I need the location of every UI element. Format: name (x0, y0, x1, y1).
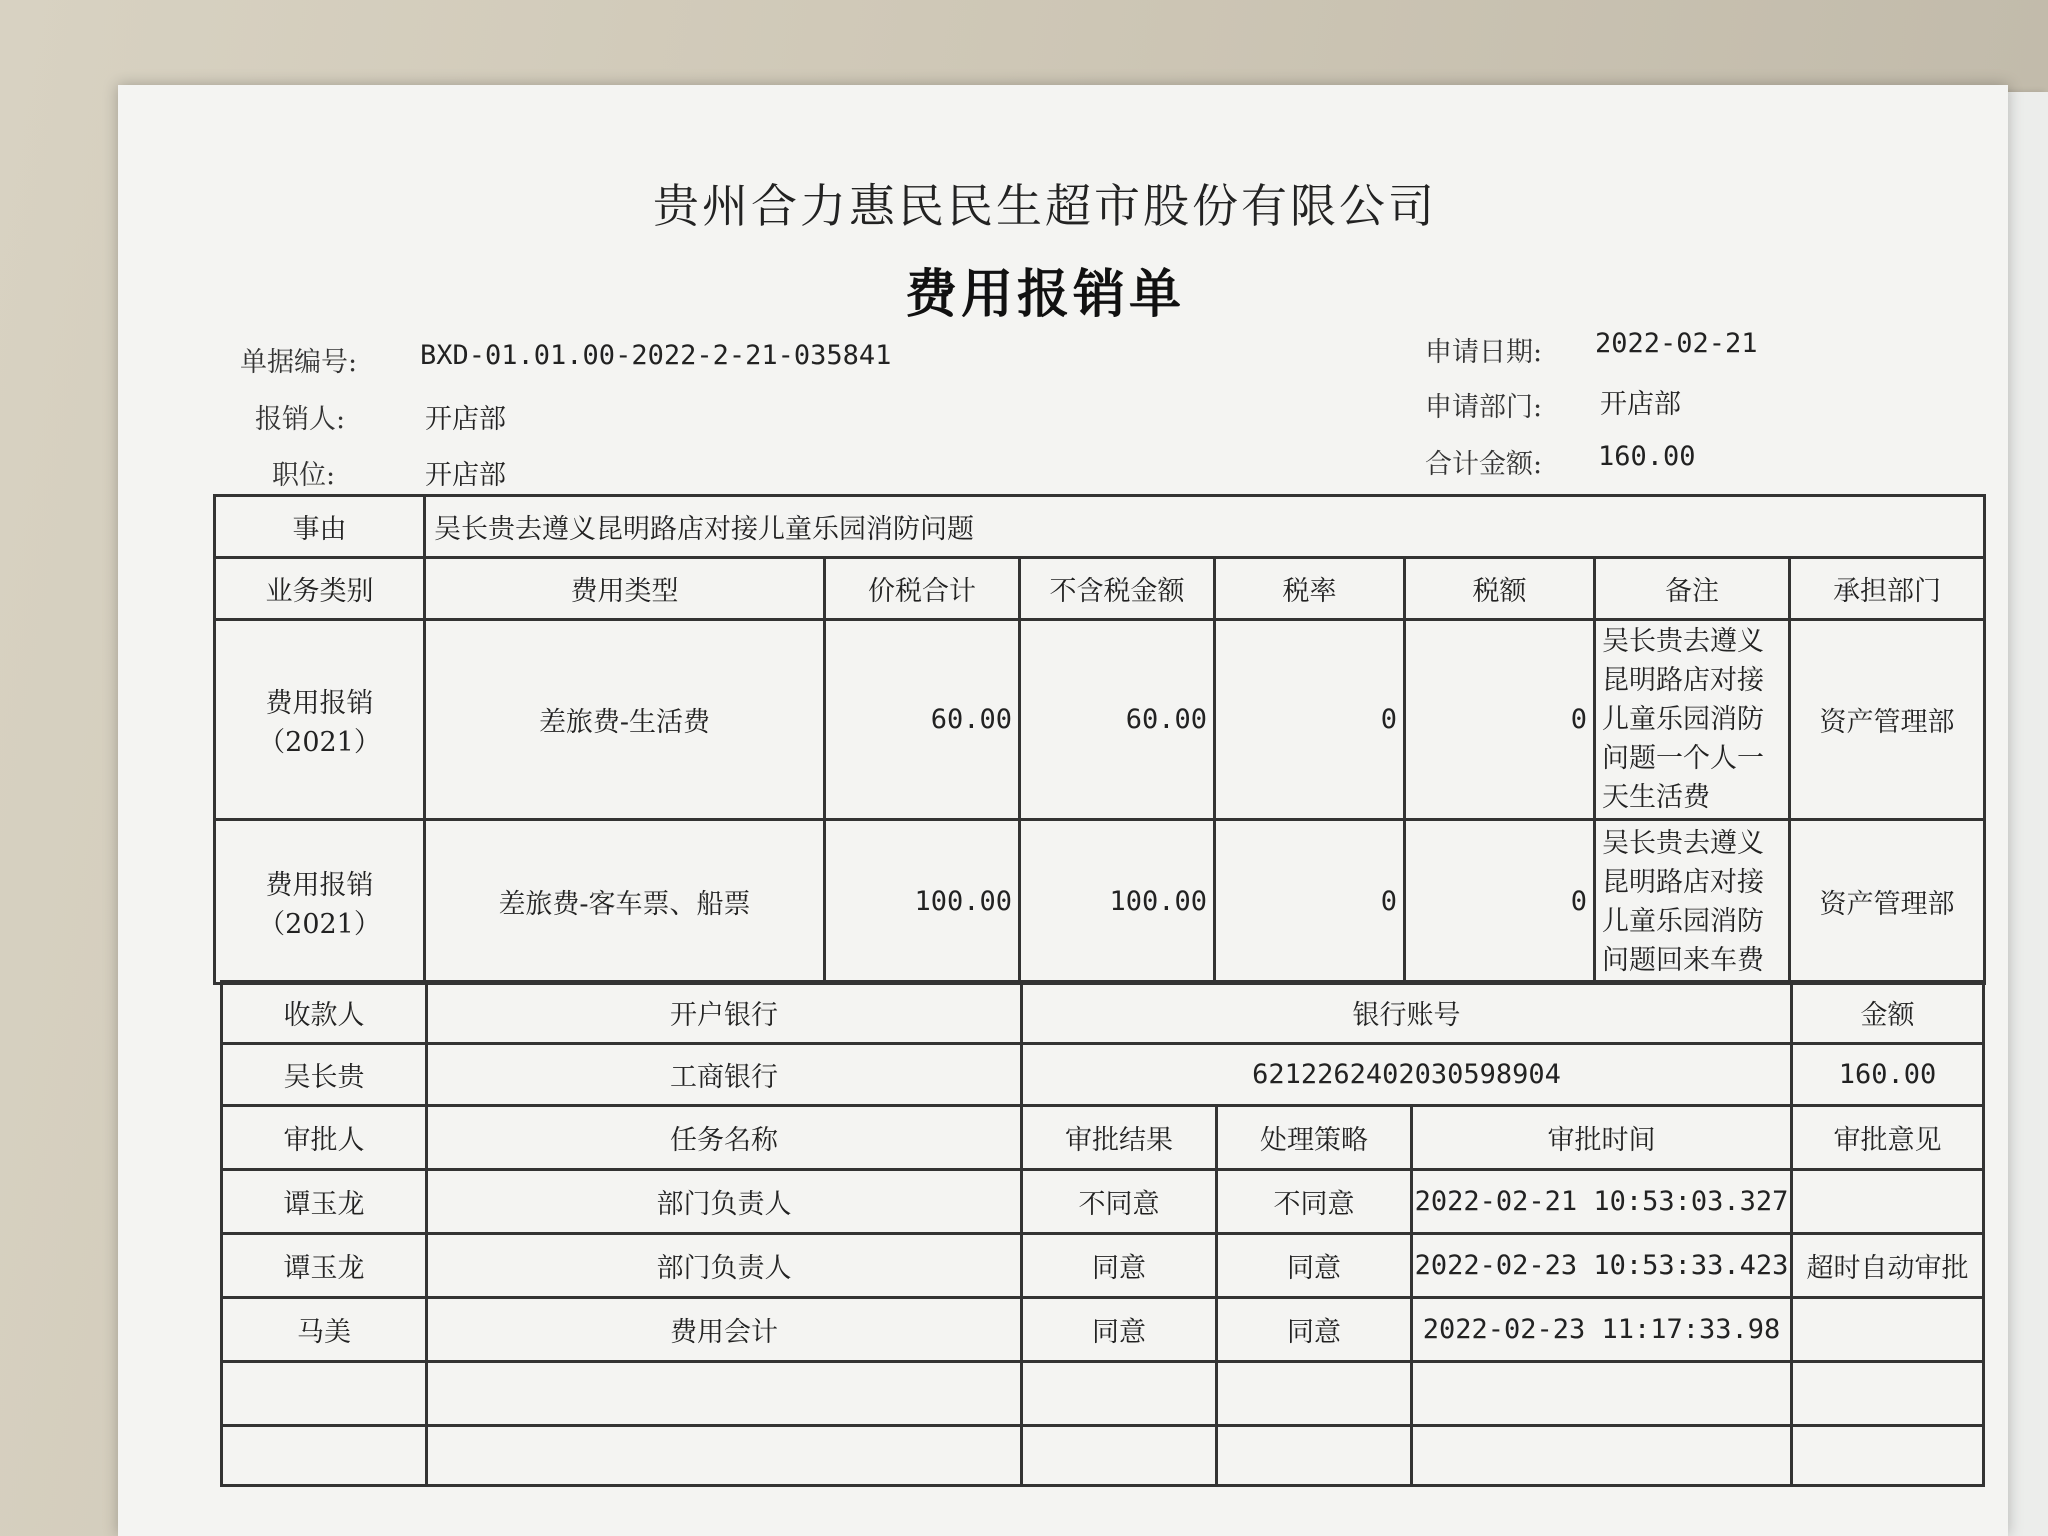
col-header-time: 审批时间 (1412, 1106, 1792, 1170)
empty-cell (1217, 1426, 1412, 1486)
approval-opinion: 超时自动审批 (1792, 1234, 1984, 1298)
apply-dept-value: 开店部 (1600, 389, 1681, 420)
payment-header-row (222, 982, 1984, 1044)
row-note: 吴长贵去遵义昆明路店对接儿童乐园消防问题一个人一天生活费 (1595, 620, 1790, 820)
row-category: 费用报销（2021） (215, 820, 425, 984)
apply-date-value: 2022-02-21 (1595, 328, 1758, 359)
approval-opinion (1792, 1170, 1984, 1234)
doc-no-value: BXD-01.01.00-2022-2-21-035841 (420, 340, 892, 371)
position-value: 开店部 (425, 460, 506, 491)
reason-label: 事由 (215, 496, 425, 558)
expense-header-row (215, 558, 1985, 620)
claimant-value: 开店部 (425, 404, 506, 435)
table-row (222, 1234, 1984, 1298)
approval-time: 2022-02-23 10:53:33.423 (1412, 1234, 1792, 1298)
empty-cell (1412, 1426, 1792, 1486)
approval-header-row (222, 1106, 1984, 1170)
form-title: 费用报销单 (904, 264, 1185, 325)
task-name: 部门负责人 (427, 1170, 1022, 1234)
row-tax: 0 (1405, 820, 1595, 984)
empty-cell (1412, 1362, 1792, 1426)
apply-dept-label: 申请部门: (1425, 392, 1543, 423)
bank-label: 开户银行 (427, 982, 1022, 1044)
approval-strategy: 同意 (1217, 1234, 1412, 1298)
amount-label: 金额 (1792, 982, 1984, 1044)
col-header-note: 备注 (1595, 558, 1790, 620)
position-label: 职位: (272, 460, 336, 491)
row-dept: 资产管理部 (1790, 620, 1985, 820)
row-tax: 0 (1405, 620, 1595, 820)
empty-cell (1792, 1362, 1984, 1426)
col-header-tax: 税额 (1405, 558, 1595, 620)
approval-time: 2022-02-21 10:53:03.327 (1412, 1170, 1792, 1234)
empty-cell (427, 1362, 1022, 1426)
row-rate: 0 (1215, 620, 1405, 820)
approval-result: 不同意 (1022, 1170, 1217, 1234)
empty-cell (1792, 1426, 1984, 1486)
doc-no-label: 单据编号: (240, 347, 358, 378)
apply-date-label: 申请日期: (1425, 337, 1543, 368)
payment-approval-table (220, 980, 1985, 1487)
col-header-total: 价税合计 (825, 558, 1020, 620)
empty-row (222, 1426, 1984, 1486)
payee-value: 吴长贵 (222, 1044, 427, 1106)
total-value: 160.00 (1598, 441, 1696, 472)
account-label: 银行账号 (1022, 982, 1792, 1044)
table-row (222, 1298, 1984, 1362)
row-net: 100.00 (1020, 820, 1215, 984)
approval-result: 同意 (1022, 1234, 1217, 1298)
table-row (215, 620, 1985, 820)
table-row (215, 820, 1985, 984)
col-header-rate: 税率 (1215, 558, 1405, 620)
col-header-dept: 承担部门 (1790, 558, 1985, 620)
account-value: 6212262402030598904 (1022, 1044, 1792, 1106)
row-total: 60.00 (825, 620, 1020, 820)
empty-cell (222, 1362, 427, 1426)
empty-cell (1217, 1362, 1412, 1426)
approver: 马美 (222, 1298, 427, 1362)
bank-value: 工商银行 (427, 1044, 1022, 1106)
empty-cell (1022, 1362, 1217, 1426)
col-header-opinion: 审批意见 (1792, 1106, 1984, 1170)
row-dept: 资产管理部 (1790, 820, 1985, 984)
payment-row (222, 1044, 1984, 1106)
expense-table (213, 494, 1986, 985)
table-row (222, 1170, 1984, 1234)
payee-label: 收款人 (222, 982, 427, 1044)
row-type: 差旅费-生活费 (425, 620, 825, 820)
col-header-strategy: 处理策略 (1217, 1106, 1412, 1170)
task-name: 部门负责人 (427, 1234, 1022, 1298)
claimant-label: 报销人: (255, 404, 346, 435)
empty-cell (427, 1426, 1022, 1486)
empty-cell (1022, 1426, 1217, 1486)
company-name: 贵州合力惠民民生超市股份有限公司 (653, 179, 1437, 233)
row-category: 费用报销（2021） (215, 620, 425, 820)
approval-strategy: 同意 (1217, 1298, 1412, 1362)
amount-value: 160.00 (1792, 1044, 1984, 1106)
row-net: 60.00 (1020, 620, 1215, 820)
row-note: 吴长贵去遵义昆明路店对接儿童乐园消防问题回来车费 (1595, 820, 1790, 984)
approval-strategy: 不同意 (1217, 1170, 1412, 1234)
col-header-task: 任务名称 (427, 1106, 1022, 1170)
approver: 谭玉龙 (222, 1234, 427, 1298)
empty-cell (222, 1426, 427, 1486)
row-total: 100.00 (825, 820, 1020, 984)
row-rate: 0 (1215, 820, 1405, 984)
col-header-net: 不含税金额 (1020, 558, 1215, 620)
approval-time: 2022-02-23 11:17:33.98 (1412, 1298, 1792, 1362)
approval-result: 同意 (1022, 1298, 1217, 1362)
total-label: 合计金额: (1425, 449, 1543, 480)
empty-row (222, 1362, 1984, 1426)
task-name: 费用会计 (427, 1298, 1022, 1362)
col-header-result: 审批结果 (1022, 1106, 1217, 1170)
row-type: 差旅费-客车票、船票 (425, 820, 825, 984)
col-header-type: 费用类型 (425, 558, 825, 620)
col-header-approver: 审批人 (222, 1106, 427, 1170)
col-header-category: 业务类别 (215, 558, 425, 620)
reason-text: 吴长贵去遵义昆明路店对接儿童乐园消防问题 (425, 496, 1985, 558)
approver: 谭玉龙 (222, 1170, 427, 1234)
approval-opinion (1792, 1298, 1984, 1362)
